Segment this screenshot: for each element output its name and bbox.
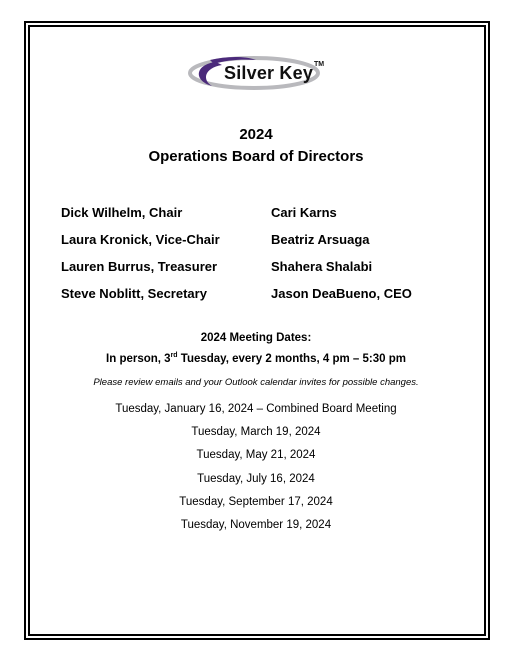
meeting-date: Tuesday, May 21, 2024: [196, 449, 316, 462]
board-member: Beatriz Arsuaga: [271, 232, 370, 247]
board-member: Cari Karns: [271, 205, 337, 220]
meeting-date: Tuesday, September 17, 2024: [179, 495, 333, 508]
schedule-prefix: In person, 3: [106, 353, 171, 365]
board-member: Laura Kronick, Vice-Chair: [61, 232, 220, 247]
meeting-date: Tuesday, July 16, 2024: [197, 472, 315, 485]
meeting-date: Tuesday, March 19, 2024: [191, 426, 321, 439]
logo-brand-text: Silver Key: [224, 63, 314, 83]
page-border-inner: [28, 25, 486, 636]
board-member: Jason DeaBueno, CEO: [271, 286, 412, 301]
meeting-schedule: [0, 353, 512, 365]
board-member: Lauren Burrus, Treasurer: [61, 259, 218, 274]
document-title: Operations Board of Directors: [148, 148, 364, 165]
schedule-suffix: Tuesday, every 2 months, 4 pm – 5:30 pm: [177, 353, 406, 365]
board-member: Shahera Shalabi: [271, 259, 373, 274]
officers-list: [61, 199, 220, 307]
document-year: 2024: [239, 126, 273, 143]
calendar-notice: Please review emails and your Outlook calendar invites for possible changes.: [93, 377, 419, 388]
meeting-date: Tuesday, January 16, 2024 – Combined Board Meeting: [115, 403, 397, 415]
schedule-ordinal: rd: [170, 352, 178, 360]
logo-trademark: TM: [314, 61, 325, 68]
board-member: Steve Noblitt, Secretary: [61, 286, 207, 301]
silver-key-logo: [186, 54, 336, 94]
meeting-dates-list: [0, 398, 512, 537]
board-member: Dick Wilhelm, Chair: [61, 205, 183, 220]
meeting-date: Tuesday, November 19, 2024: [180, 518, 332, 531]
meeting-dates-heading: 2024 Meeting Dates:: [200, 332, 312, 344]
members-list: [271, 199, 412, 307]
